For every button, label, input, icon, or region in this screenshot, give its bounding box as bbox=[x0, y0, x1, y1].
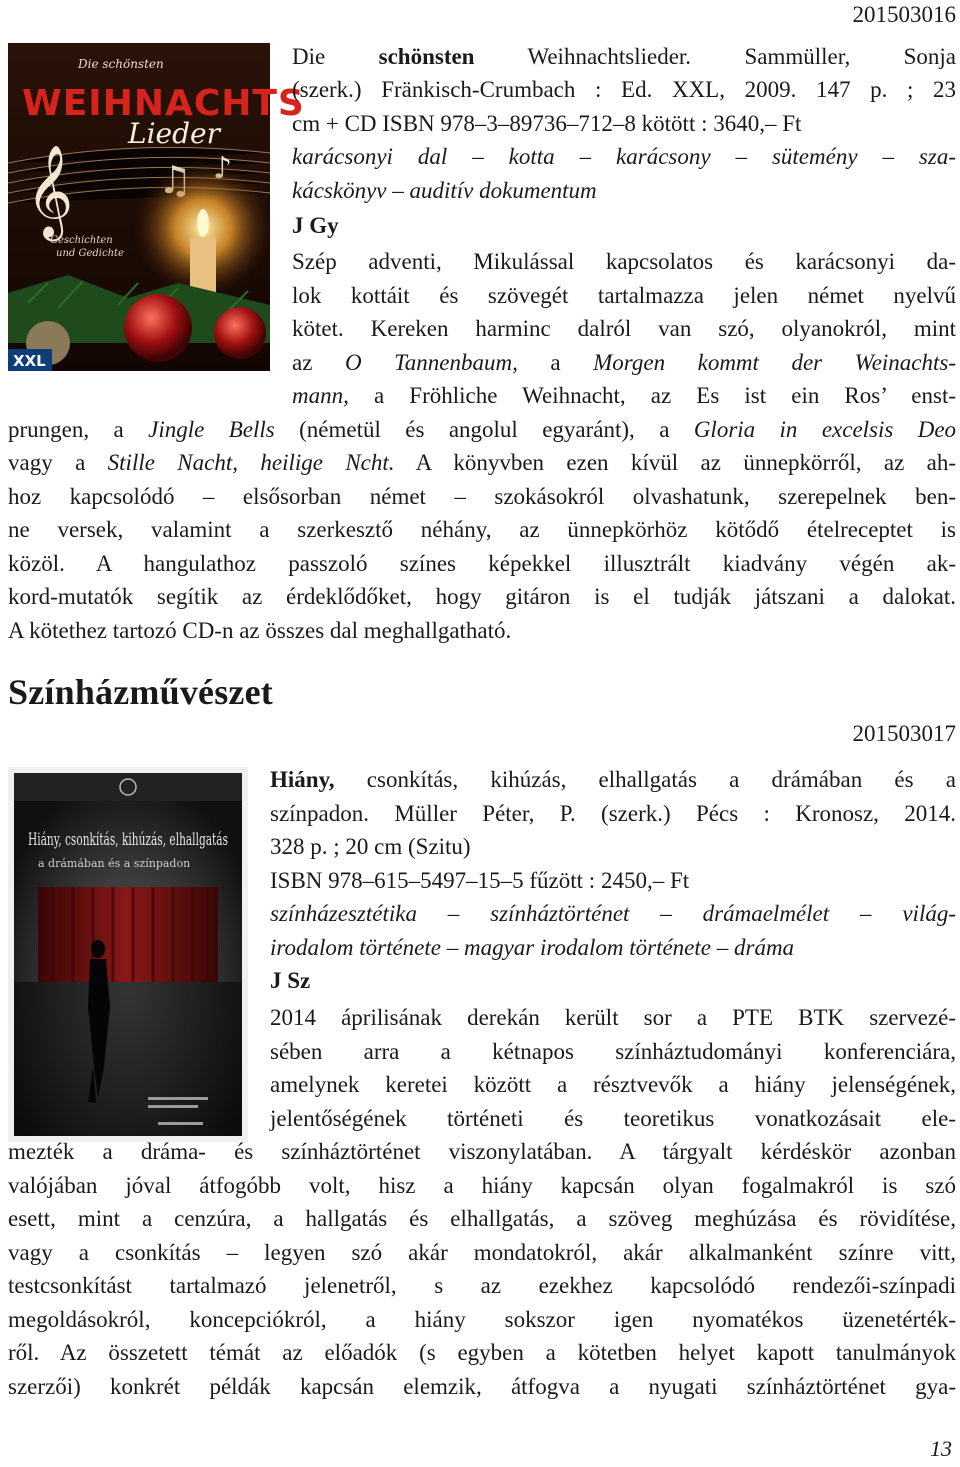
svg-text:XXL: XXL bbox=[13, 352, 46, 370]
entry1-desc-4: az O Tannenbaum, a Morgen kommt der Weinachts- bbox=[292, 350, 957, 375]
entry2-author: J Sz bbox=[270, 968, 311, 993]
entry2-desc-12: szerzői) konkrét példák kapcsán elemzik, átfogva a nyugati színháztörténet gya- bbox=[8, 1374, 956, 1399]
entry1-desc-2: lok kottáit és szövegét tartalmazza jelen német nyelvű bbox=[292, 283, 956, 308]
section-heading: Színházművészet bbox=[8, 672, 273, 712]
entry2-desc-5: mezték a dráma- és színháztörténet viszonylatában. A tárgyalt kérdéskör azonban bbox=[8, 1139, 956, 1164]
entry2-desc-11: ről. Az összetett témát az előadók (s egyben a kötetben helyet kapott tanulmányok bbox=[8, 1340, 956, 1365]
svg-text:und Gedichte: und Gedichte bbox=[56, 248, 124, 259]
entry-id: 201503016 bbox=[852, 2, 956, 27]
entry1-keywords-2: kácskönyv – auditív dokumentum bbox=[292, 178, 597, 203]
entry1-desc-3: kötet. Kereken harminc dalról van szó, olyanokról, mint bbox=[292, 316, 956, 341]
entry2-keywords-1: színházesztétika – színháztörténet – drámaelmélet – világ- bbox=[270, 901, 956, 926]
entry1-title: schönsten bbox=[378, 44, 475, 69]
entry2-desc-8: vagy a csonkítás – legyen szó akár mondatokról, akár alkalmanként színre vitt, bbox=[8, 1240, 956, 1265]
svg-text:WEIHNACHTS: WEIHNACHTS bbox=[22, 83, 305, 124]
entry2-line-2: színpadon. Müller Péter, P. (szerk.) Pécs : Kronosz, 2014. bbox=[270, 801, 956, 826]
entry2-desc-9: testcsonkítást tartalmazó jelenetről, s az ezekhez kapcsolódó rendezői-színpadi bbox=[8, 1273, 956, 1298]
entry2-desc-3: amelynek keretei között a résztvevők a hiány jelenségének, bbox=[270, 1072, 956, 1097]
entry2-line-3: 328 p. ; 20 cm (Szitu) bbox=[270, 834, 471, 859]
entry2-desc-7: esett, mint a cenzúra, a hallgatás és elhallgatás, a szöveg meghúzása és rövidítése, bbox=[8, 1206, 956, 1231]
book-cover-image bbox=[8, 767, 248, 1142]
entry1-line-3: cm + CD ISBN 978–3–89736–712–8 kötött : 3640,– Ft bbox=[292, 111, 802, 136]
theatre-book-cover bbox=[8, 767, 248, 1142]
page-number: 13 bbox=[930, 1436, 952, 1461]
entry1-desc-6: prungen, a Jingle Bells (németül és angolul egyaránt), a Gloria in excelsis Deo bbox=[8, 417, 957, 442]
entry2-line-1: Hiány, csonkítás, kihúzás, elhallgatás a drámában és a bbox=[270, 767, 957, 792]
entry1-desc-10: közöl. A hangulathoz passzoló színes képekkel illusztrált kiadvány végén ak- bbox=[8, 551, 956, 576]
svg-text:𝄞: 𝄞 bbox=[26, 144, 74, 237]
svg-text:Lieder: Lieder bbox=[128, 117, 220, 150]
entry2-title: Hiány, bbox=[270, 767, 335, 792]
svg-text:Hiány, csonkítás, kihúzás, elh: Hiány, csonkítás, kihúzás, elhallgatás bbox=[28, 830, 228, 850]
svg-text:Geschichten: Geschichten bbox=[50, 235, 113, 246]
entry1-desc-9: ne versek, valamint a szerkesztő néhány, az ünnepkörhöz kötődő ételreceptet is bbox=[8, 517, 956, 542]
entry2-desc-4: jelentőségének történeti és teoretikus vonatkozásait ele- bbox=[270, 1106, 956, 1131]
svg-text:Die schönsten: Die schönsten bbox=[78, 57, 164, 71]
entry1-desc-11: kord-mutatók segítik az érdeklődőket, hogy gitáron is el tudják játszani a dalokat. bbox=[8, 584, 956, 609]
entry1-desc-12: A kötethez tartozó CD-n az összes dal meghallgatható. bbox=[8, 618, 512, 643]
entry2-line-4: ISBN 978–615–5497–15–5 fűzött : 2450,– Ft bbox=[270, 868, 690, 893]
entry1-line-1: Die schönsten Weihnachtslieder. Sammüller, Sonja bbox=[292, 44, 956, 69]
svg-text:a drámában és a színpadon: a drámában és a színpadon bbox=[38, 857, 191, 870]
entry2-desc-1: 2014 áprilisának derekán került sor a PTE BTK szervezé- bbox=[270, 1005, 956, 1030]
entry1-line-2: (szerk.) Fränkisch-Crumbach : Ed. XXL, 2009. 147 p. ; 23 bbox=[292, 77, 956, 102]
book-cover-image bbox=[8, 43, 305, 371]
entry1-author: J Gy bbox=[292, 213, 339, 238]
entry2-desc-6: valójában jóval átfogóbb volt, hisz a hiány kapcsán olyan fogalmakról is szó bbox=[8, 1173, 956, 1198]
entry1-desc-8: hoz kapcsolódó – elsősorban német – szokásokról olvashatunk, szerepelnek ben- bbox=[8, 484, 956, 509]
entry1-desc-5: mann, a Fröhliche Weihnacht, az Es ist ein Ros’ enst- bbox=[292, 383, 956, 408]
christmas-songbook-cover bbox=[8, 43, 305, 371]
entry1-desc-1: Szép adventi, Mikulással kapcsolatos és karácsonyi da- bbox=[292, 249, 956, 274]
entry2-desc-2: sében arra a kétnapos színháztudományi konferenciára, bbox=[270, 1039, 956, 1064]
entry2-desc-10: megoldásokról, koncepciókról, a hiány sokszor igen nyomatékos üzenetérték- bbox=[8, 1307, 956, 1332]
entry1-keywords-1: karácsonyi dal – kotta – karácsony – sütemény – sza- bbox=[292, 144, 956, 169]
entry1-desc-7: vagy a Stille Nacht, heilige Ncht. A könyvben ezen kívül az ünnepkörről, az ah- bbox=[8, 450, 957, 475]
entry2-keywords-2: irodalom története – magyar irodalom története – dráma bbox=[270, 935, 795, 960]
entry-id: 201503017 bbox=[852, 721, 956, 746]
